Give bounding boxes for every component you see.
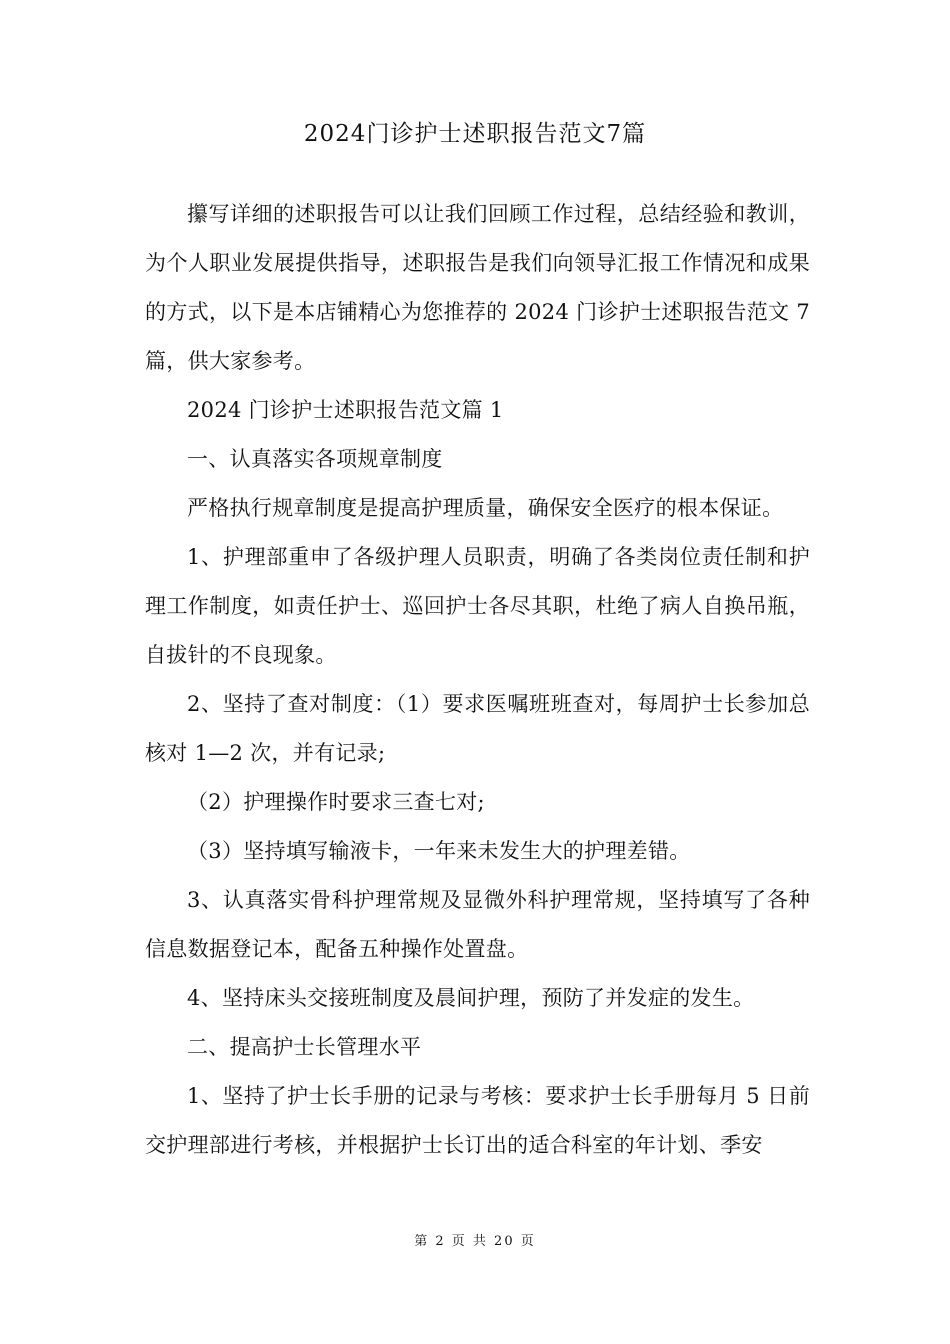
section-heading-article-1: 2024 门诊护士述职报告范文篇 1	[187, 398, 504, 422]
paragraph: （3）坚持填写输液卡，一年来未发生大的护理差错。	[187, 839, 691, 863]
paragraph: 1、护理部重申了各级护理人员职责，明确了各类岗位责任制和护理工作制度，如责任护士、巡回护士各尽其职，杜绝了病人自换吊瓶，自拔针的不良现象。	[145, 545, 810, 667]
page-footer: 第 2 页 共 20 页	[414, 1234, 536, 1249]
paragraph: 2、坚持了查对制度：（1）要求医嘱班班查对，每周护士长参加总核对 1—2 次，并有记录;	[145, 692, 810, 765]
document-body	[145, 190, 810, 1170]
paragraph: （2）护理操作时要求三查七对;	[187, 790, 485, 814]
paragraph: 严格执行规章制度是提高护理质量，确保安全医疗的根本保证。	[187, 496, 784, 520]
document-title: 2024门诊护士述职报告范文7篇	[303, 121, 647, 147]
paragraph: 4、坚持床头交接班制度及晨间护理，预防了并发症的发生。	[187, 986, 755, 1010]
paragraph: 3、认真落实骨科护理常规及显微外科护理常规，坚持填写了各种信息数据登记本，配备五种操作处置盘。	[145, 888, 810, 961]
section-heading-management: 二、提高护士长管理水平	[187, 1035, 422, 1059]
paragraph: 1、坚持了护士长手册的记录与考核：要求护士长手册每月 5 日前交护理部进行考核，并根据护士长订出的适合科室的年计划、季安	[145, 1084, 810, 1157]
section-heading-rules: 一、认真落实各项规章制度	[187, 447, 443, 471]
intro-paragraph: 攥写详细的述职报告可以让我们回顾工作过程，总结经验和教训，为个人职业发展提供指导，述职报告是我们向领导汇报工作情况和成果的方式，以下是本店铺精心为您推荐的 2024 门诊护士述职报告范文 7 篇，供大家参考。	[145, 202, 810, 373]
